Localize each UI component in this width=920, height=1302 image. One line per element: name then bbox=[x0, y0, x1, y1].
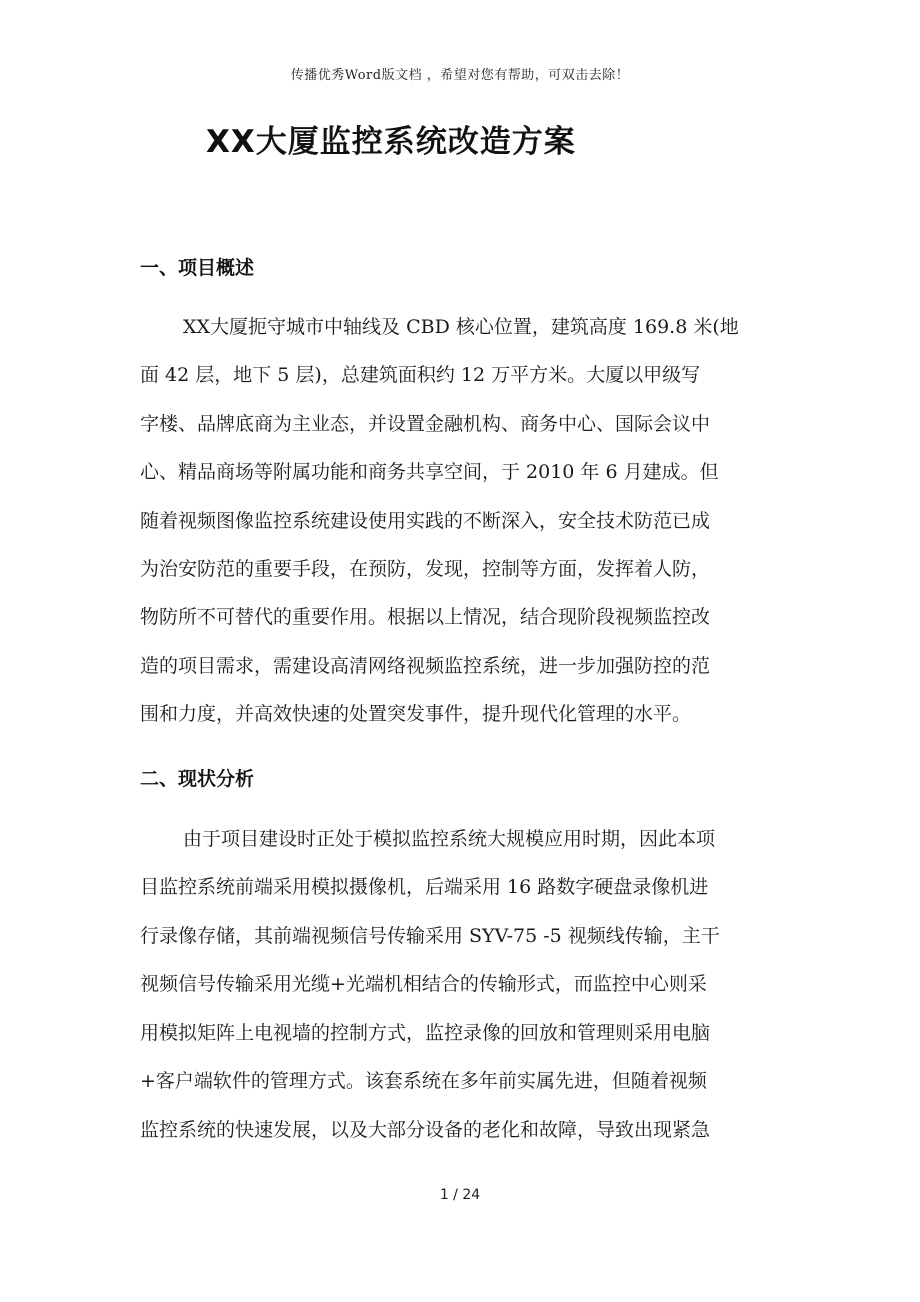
paragraph-line: 监控系统的快速发展，以及大部分设备的老化和故障，导致出现紧急 bbox=[140, 1119, 711, 1141]
paragraph-line: 心、精品商场等附属功能和商务共享空间，于 2010 年 6 月建成。但 bbox=[140, 461, 719, 483]
paragraph-line: 视频信号传输采用光缆+光端机相结合的传输形式，而监控中心则采 bbox=[140, 973, 707, 995]
paragraph-line: XX大厦扼守城市中轴线及 CBD 核心位置，建筑高度 169.8 米(地 bbox=[183, 316, 739, 338]
paragraph-line: 为治安防范的重要手段，在预防，发现，控制等方面，发挥着人防， bbox=[140, 558, 711, 580]
paragraph-line: +客户端软件的管理方式。该套系统在多年前实属先进，但随着视频 bbox=[140, 1070, 707, 1092]
header-note: 传播优秀Word版文档 ，希望对您有帮助，可双击去除！ bbox=[290, 68, 630, 83]
page-number: 1 / 24 bbox=[439, 1187, 481, 1203]
paragraph-line: 目监控系统前端采用模拟摄像机，后端采用 16 路数字硬盘录像机进 bbox=[140, 876, 709, 898]
paragraph-line: 面 42 层，地下 5 层)，总建筑面积约 12 万平方米。大厦以甲级写 bbox=[140, 364, 701, 386]
section-heading-status: 二、现状分析 bbox=[140, 768, 255, 790]
paragraph-line: 用模拟矩阵上电视墙的控制方式，监控录像的回放和管理则采用电脑 bbox=[140, 1022, 711, 1044]
document-title: XX大厦监控系统改造方案 bbox=[206, 124, 576, 160]
paragraph-line: 围和力度，并高效快速的处置突发事件，提升现代化管理的水平。 bbox=[140, 703, 692, 725]
paragraph-line: 随着视频图像监控系统建设使用实践的不断深入，安全技术防范已成 bbox=[140, 510, 711, 532]
paragraph-line: 物防所不可替代的重要作用。根据以上情况，结合现阶段视频监控改 bbox=[140, 606, 711, 628]
section-heading-overview: 一、项目概述 bbox=[140, 257, 255, 279]
paragraph-line: 行录像存储，其前端视频信号传输采用 SYV-75 -5 视频线传输，主干 bbox=[140, 925, 720, 947]
paragraph-line: 字楼、品牌底商为主业态，并设置金融机构、商务中心、国际会议中 bbox=[140, 413, 711, 435]
paragraph-line: 造的项目需求，需建设高清网络视频监控系统，进一步加强防控的范 bbox=[140, 655, 711, 677]
paragraph-line: 由于项目建设时正处于模拟监控系统大规模应用时期，因此本项 bbox=[183, 828, 716, 850]
